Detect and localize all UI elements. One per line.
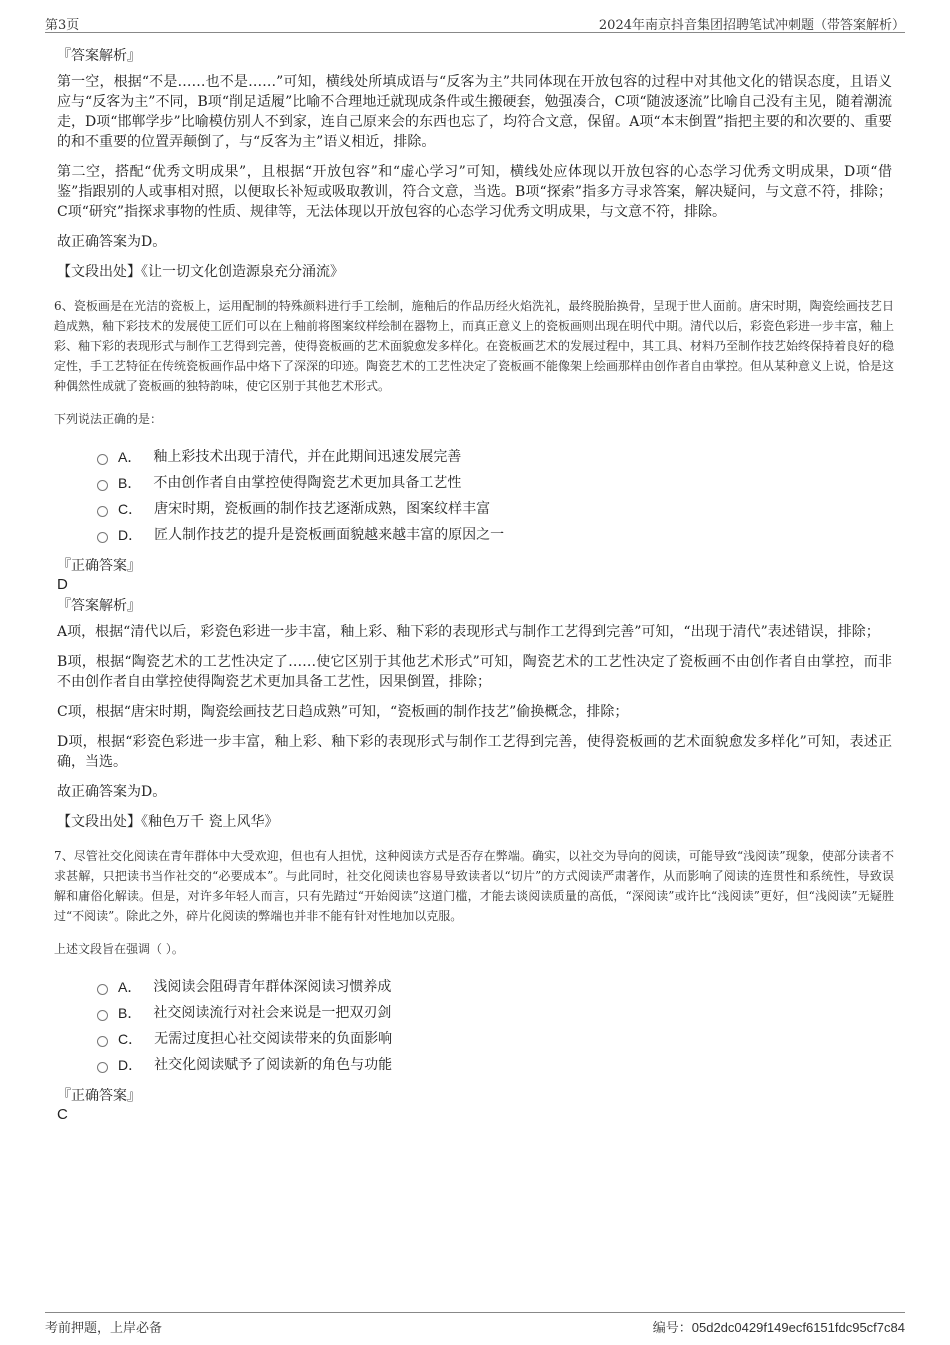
option-text: 社交化阅读赋予了阅读新的角色与功能 [154,1057,393,1073]
option-text: 社交阅读流行对社会来说是一把双刃剑 [153,1005,392,1021]
main-content [54,42,895,1126]
radio-icon[interactable] [97,480,108,491]
q6-explanation-c: C项，根据“唐宋时期，陶瓷绘画技艺日趋成熟”可知，“瓷板画的制作技艺”偷换概念，排除； [57,704,629,720]
q6-correct-label: 『正确答案』 [57,558,141,574]
q6-option-c[interactable]: C． 唐宋时期，瓷板画的制作技艺逐渐成熟，图案纹样丰富 [97,496,892,522]
q6-option-d[interactable]: D． 匠人制作技艺的提升是瓷板画面貌越来越丰富的原因之一 [97,522,892,548]
q7-option-b[interactable]: B． 社交阅读流行对社会来说是一把双刃剑 [97,1000,892,1026]
q6-passage: 6、瓷板画是在光洁的瓷板上，运用配制的特殊颜料进行手工绘制，施釉后的作品历经火焰洗礼，最终脱胎换骨，呈现于世人面前。唐宋时期，陶瓷绘画技艺日趋成熟，釉下彩技术的发展使工匠们可以在上釉前将图案纹样绘制在器物上，而真正意义上的瓷板画则出现在明代中期。清代以后，彩瓷色彩进一步丰富，釉上彩、釉下彩的表现形式与制作工艺得到完善，使得瓷板画的艺术面貌愈发多样化。在瓷板画艺术的发展过程中，其工具、材料乃至制作技艺始终保持着良好的稳定性，手工艺特征在传统瓷板画作品中烙下了深深的印迹。陶瓷艺术的工艺性决定了瓷板画不能像架上绘画那样由创作者自由掌控。但从某种意义上说，恰是这种偶然性成就了瓷板画的独特韵味，使它区别于其他艺术形式。 [54,299,895,393]
page-number: 第3页 [45,18,80,33]
document-id-label: 编号： [652,1321,692,1336]
q6-option-b[interactable]: B． 不由创作者自由掌控使得陶瓷艺术更加具备工艺性 [97,470,892,496]
q5-source [57,262,892,282]
q6-source [57,812,892,832]
q6-options [97,444,892,548]
q5-conclusion: 故正确答案为D。 [57,234,167,250]
q5-source-label: 【文段出处】 [57,264,141,280]
q7-answer: C [57,1106,68,1123]
radio-icon[interactable] [97,1062,108,1073]
page-footer [45,1312,905,1337]
q5-analysis-label: 『答案解析』 [57,48,141,64]
q7-option-c[interactable]: C． 无需过度担心社交阅读带来的负面影响 [97,1026,892,1052]
radio-icon[interactable] [97,454,108,465]
page-header [45,12,905,33]
q7-correct-label: 『正确答案』 [57,1088,141,1104]
radio-icon[interactable] [97,532,108,543]
option-text: 无需过度担心社交阅读带来的负面影响 [154,1031,393,1047]
document-id-value: 05d2dc0429f149ecf6151fdc95cf7c84 [691,1320,905,1335]
q7-options [97,974,892,1078]
q6-explanation-d: D项，根据“彩瓷色彩进一步丰富，釉上彩、釉下彩的表现形式与制作工艺得到完善，使得瓷板画的艺术面貌愈发多样化”可知，表述正确，当选。 [57,734,892,770]
q6-source-title: 《釉色万千 瓷上风华》 [141,814,279,830]
q6-source-label: 【文段出处】 [57,814,141,830]
radio-icon[interactable] [97,984,108,995]
q5-source-title: 《让一切文化创造源泉充分涌流》 [141,264,344,280]
footer-slogan: 考前押题，上岸必备 [45,1321,163,1336]
radio-icon[interactable] [97,1036,108,1047]
q6-conclusion: 故正确答案为D。 [57,784,167,800]
document-title: 2024年南京抖音集团招聘笔试冲刺题（带答案解析） [598,18,905,33]
q6-explanation-b: B项，根据“陶瓷艺术的工艺性决定了……使它区别于其他艺术形式”可知，陶瓷艺术的工艺性决定了瓷板画不由创作者自由掌控，而非不由创作者自由掌控使得陶瓷艺术更加具备工艺性，因果倒置，排除； [57,654,892,690]
q6-answer: D [57,576,68,593]
q6-explanation-a: A项，根据“清代以后，彩瓷色彩进一步丰富，釉上彩、釉下彩的表现形式与制作工艺得到完善”可知，“出现于清代”表述错误，排除； [57,624,880,640]
q7-option-a[interactable]: A． 浅阅读会阻碍青年群体深阅读习惯养成 [97,974,892,1000]
option-text: 不由创作者自由掌控使得陶瓷艺术更加具备工艺性 [153,475,462,491]
q7-prompt: 上述文段旨在强调（ ）。 [54,942,184,956]
option-text: 釉上彩技术出现于清代，并在此期间迅速发展完善 [153,449,462,465]
option-text: 匠人制作技艺的提升是瓷板画面貌越来越丰富的原因之一 [154,527,505,543]
radio-icon[interactable] [97,1010,108,1021]
q6-prompt: 下列说法正确的是： [54,412,163,426]
q6-analysis-label: 『答案解析』 [57,598,141,614]
document-id [653,1317,905,1336]
option-text: 唐宋时期，瓷板画的制作技艺逐渐成熟，图案纹样丰富 [154,501,491,517]
radio-icon[interactable] [97,506,108,517]
q7-option-d[interactable]: D． 社交化阅读赋予了阅读新的角色与功能 [97,1052,892,1078]
q5-analysis-para2: 第二空，搭配“优秀文明成果”，且根据“开放包容”和“虚心学习”可知，横线处应体现以开放包容的心态学习优秀文明成果，D项“借鉴”指跟别的人或事相对照，以便取长补短或吸取教训，符合文意，当选。B项“探索”指多方寻求答案，解决疑问，与文意不符，排除；C项“研究”指探求事物的性质、规律等，无法体现以开放包容的心态学习优秀文明成果，与文意不符，排除。 [57,164,892,220]
q5-analysis-para1: 第一空，根据“不是……也不是……”可知，横线处所填成语与“反客为主”共同体现在开放包容的过程中对其他文化的错误态度，且语义应与“反客为主”不同，B项“削足适履”比喻不合理地迁就现成条件或生搬硬套，勉强凑合，C项“随波逐流”比喻自己没有主见，随着潮流走，D项“邯郸学步”比喻模仿别人不到家，连自己原来会的东西也忘了，均符合文意，保留。A项“本末倒置”指把主要的和次要的、重要的和不重要的位置弄颠倒了，与“反客为主”语义相近，排除。 [57,74,892,150]
option-text: 浅阅读会阻碍青年群体深阅读习惯养成 [153,979,392,995]
q6-option-a[interactable]: A． 釉上彩技术出现于清代，并在此期间迅速发展完善 [97,444,892,470]
q7-passage: 7、尽管社交化阅读在青年群体中大受欢迎，但也有人担忧，这种阅读方式是否存在弊端。确实，以社交为导向的阅读，可能导致“浅阅读”现象，使部分读者不求甚解，只把读书当作社交的“必要成本”。与此同时，社交化阅读也容易导致读者以“切片”的方式阅读严肃著作，从而影响了阅读的连贯性和系统性，导致误解和庸俗化解读。但是，对许多年轻人而言，只有先踏过“开始阅读”这道门槛，才能去谈阅读质量的高低，“深阅读”或许比“浅阅读”更好，但“浅阅读”无疑胜过“不阅读”。除此之外，碎片化阅读的弊端也并非不能有针对性地加以克服。 [54,849,894,923]
